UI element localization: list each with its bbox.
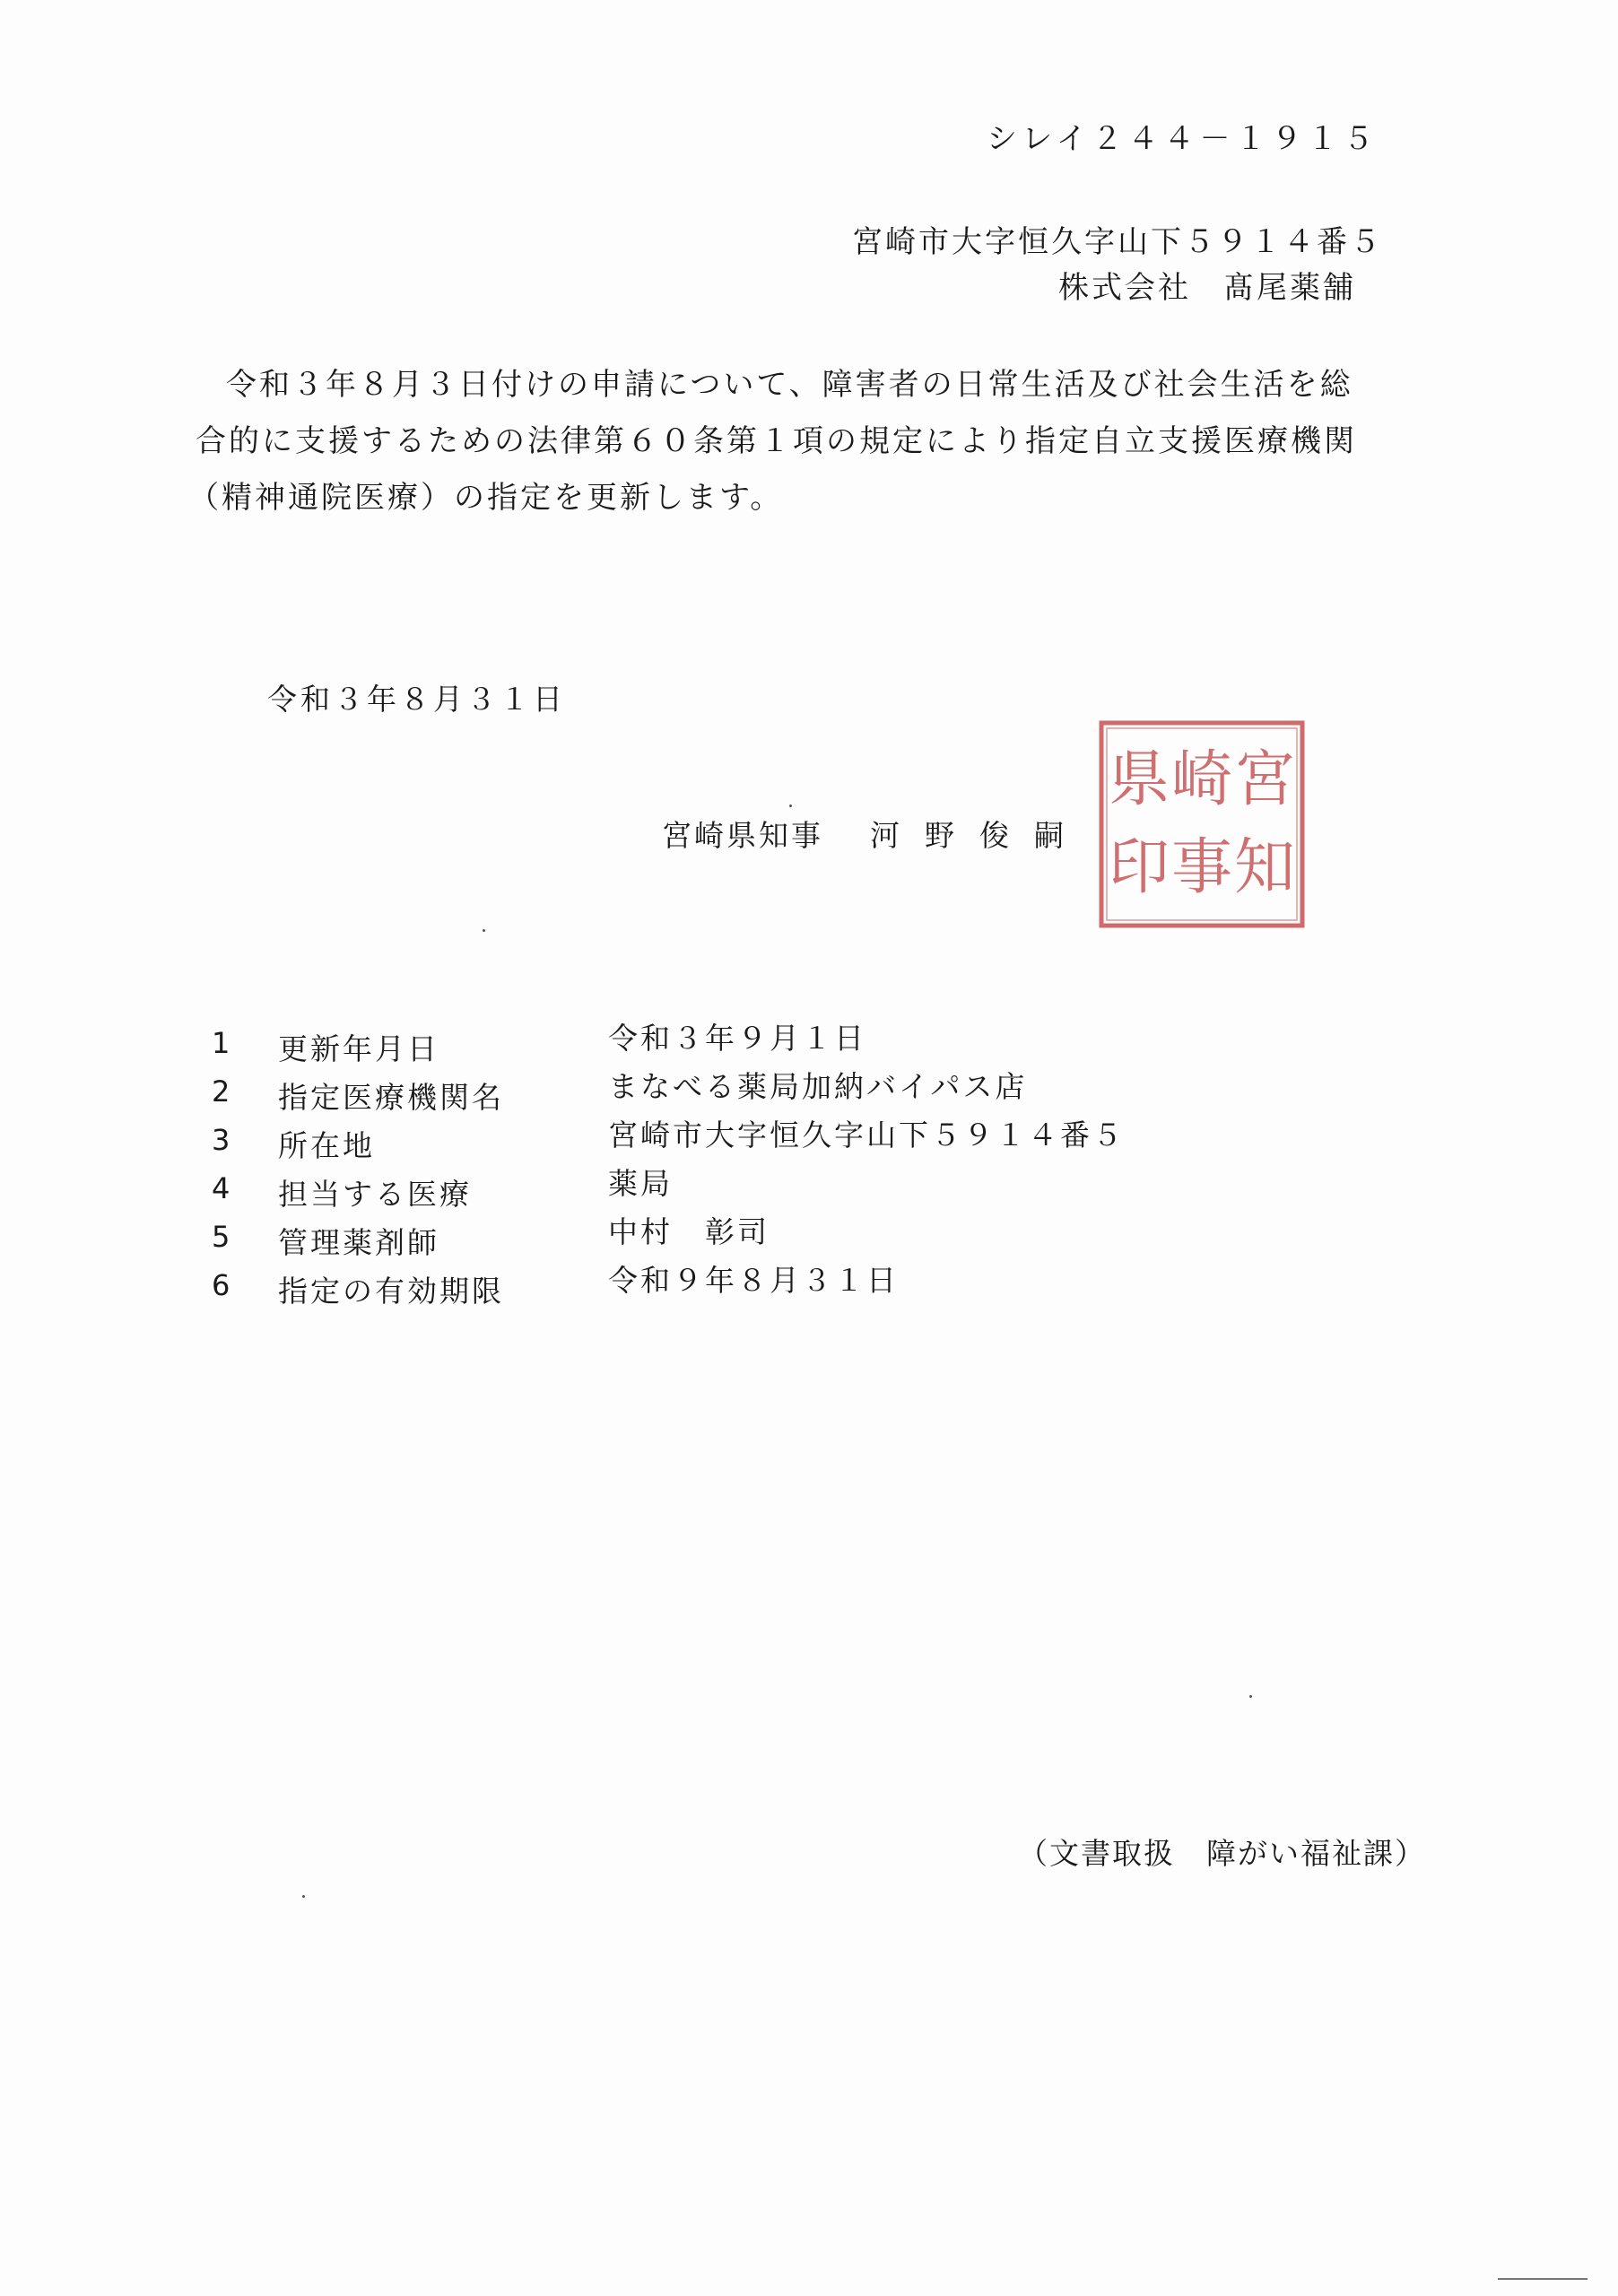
- detail-number: 4: [212, 1171, 231, 1205]
- issue-date: 令和３年８月３１日: [267, 682, 566, 717]
- detail-number: 6: [212, 1268, 231, 1302]
- signatory-name: 河野俊嗣: [870, 818, 1089, 853]
- scan-speck: [302, 1895, 305, 1898]
- signatory: [662, 818, 1089, 853]
- detail-value: 令和３年９月１日: [608, 1021, 866, 1056]
- detail-value: 宮崎市大字恒久字山下５９１４番５: [608, 1118, 1125, 1152]
- notice-body: [188, 357, 1397, 526]
- detail-label: 担当する医療: [278, 1177, 472, 1212]
- recipient-company-type: 株式会社: [1058, 270, 1191, 306]
- detail-value: 令和９年８月３１日: [608, 1263, 899, 1298]
- notice-body-line-2: 合的に支援するための法律第６０条第１項の規定により指定自立支援医療機関: [196, 423, 1357, 459]
- svg-text:印: 印: [1108, 832, 1170, 903]
- scan-speck: [789, 804, 792, 807]
- signatory-title: 宮崎県知事: [662, 818, 823, 853]
- detail-number: 5: [212, 1220, 231, 1254]
- scan-speck: [1249, 1695, 1252, 1698]
- official-seal-stamp: [1096, 718, 1308, 931]
- detail-value: 薬局: [608, 1166, 673, 1201]
- svg-text:県: 県: [1108, 744, 1170, 815]
- svg-text:事: 事: [1170, 832, 1233, 903]
- notice-body-line-1: 令和３年８月３日付けの申請について、障害者の日常生活及び社会生活を総: [226, 367, 1353, 403]
- svg-text:崎: 崎: [1170, 744, 1233, 815]
- detail-label: 指定の有効期限: [278, 1274, 504, 1309]
- detail-value: まなべる薬局加納バイパス店: [608, 1069, 1028, 1104]
- scan-speck: [483, 929, 485, 932]
- detail-label: 指定医療機関名: [278, 1080, 504, 1115]
- detail-value: 中村 彰司: [608, 1214, 770, 1249]
- detail-number: 2: [212, 1074, 231, 1109]
- department-note: （文書取扱 障がい福祉課）: [1018, 1836, 1426, 1871]
- detail-label: 更新年月日: [278, 1031, 439, 1066]
- recipient-company-name: 髙尾薬舗: [1223, 270, 1356, 306]
- notice-body-line-3: （精神通院医療）の指定を更新します。: [188, 480, 784, 516]
- svg-text:知: 知: [1233, 832, 1296, 903]
- recipient-company: [1058, 270, 1356, 306]
- detail-label: 所在地: [278, 1128, 375, 1163]
- detail-number: 3: [212, 1123, 231, 1157]
- document-number: シレイ２４４－１９１５: [987, 121, 1379, 157]
- svg-text:宮: 宮: [1233, 744, 1296, 815]
- detail-label: 管理薬剤師: [278, 1225, 439, 1260]
- recipient-address: 宮崎市大字恒久字山下５９１４番５: [852, 224, 1383, 260]
- detail-number: 1: [212, 1026, 231, 1060]
- scan-edge-line: [1498, 2278, 1588, 2280]
